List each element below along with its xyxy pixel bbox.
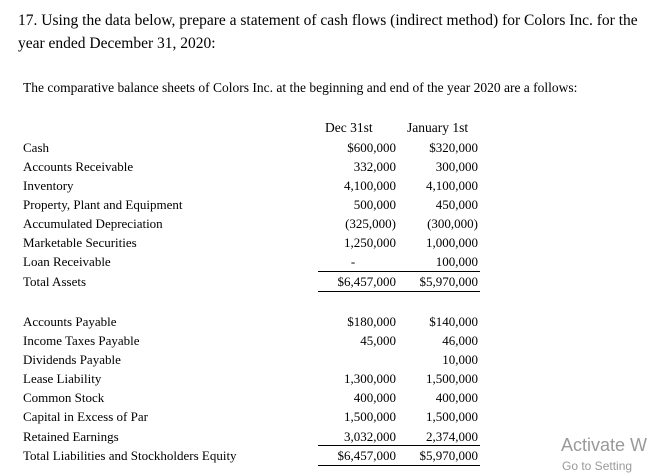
row-total-liabilities-equity [0, 446, 650, 465]
value-dec31: 400,000 [353, 390, 396, 405]
value-jan1: $5,970,000 [419, 274, 478, 289]
value-dec31: - [350, 254, 356, 269]
value-jan1: 1,000,000 [426, 235, 478, 250]
value-jan1: $5,970,000 [419, 448, 478, 463]
row-label: Dividends Payable [23, 352, 121, 367]
row-label: Cash [23, 140, 49, 155]
row-loan-receivable [0, 252, 650, 271]
value-jan1: 10,000 [442, 352, 478, 367]
value-dec31: $6,457,000 [337, 448, 396, 463]
row-label: Accounts Payable [23, 314, 117, 329]
value-dec31: $600,000 [347, 140, 396, 155]
row-label: Capital in Excess of Par [23, 409, 148, 424]
value-jan1: 1,500,000 [426, 409, 478, 424]
total-rule [318, 291, 480, 292]
row-common-stock [0, 388, 650, 407]
row-label: Total Liabilities and Stockholders Equity [23, 448, 237, 463]
value-jan1: 450,000 [435, 197, 478, 212]
question-text: 17. Using the data below, prepare a statement of cash flows (indirect method) for Colors Inc. for the year ended December 31, 2020: [18, 12, 638, 52]
row-inventory [0, 176, 650, 195]
value-dec31: $180,000 [347, 314, 396, 329]
value-dec31: 45,000 [360, 333, 396, 348]
value-jan1: (300,000) [427, 216, 478, 231]
value-jan1: $140,000 [429, 314, 478, 329]
row-accounts-receivable [0, 157, 650, 176]
row-label: Retained Earnings [23, 429, 119, 444]
row-ppe [0, 195, 650, 214]
value-dec31: $6,457,000 [337, 274, 396, 289]
row-capital-excess-par [0, 407, 650, 426]
value-jan1: 4,100,000 [426, 178, 478, 193]
value-dec31: 500,000 [353, 197, 396, 212]
row-total-assets [0, 272, 650, 291]
value-dec31: 332,000 [353, 159, 396, 174]
row-income-taxes-payable [0, 331, 650, 350]
row-label: Loan Receivable [23, 254, 111, 269]
value-jan1: 2,374,000 [426, 429, 478, 444]
row-cash [0, 138, 650, 157]
column-header-jan1: January 1st [407, 120, 469, 135]
row-accumulated-depreciation [0, 214, 650, 233]
row-accounts-payable [0, 312, 650, 331]
row-retained-earnings [0, 427, 650, 446]
value-jan1: 300,000 [435, 159, 478, 174]
value-dec31: 1,300,000 [344, 371, 396, 386]
row-label: Marketable Securities [23, 235, 137, 250]
value-dec31: 1,250,000 [344, 235, 396, 250]
row-label: Property, Plant and Equipment [23, 197, 183, 212]
row-label: Common Stock [23, 390, 105, 405]
value-dec31: 3,032,000 [344, 429, 396, 444]
row-label: Lease Liability [23, 371, 102, 386]
total-rule [318, 465, 480, 466]
row-label: Inventory [23, 178, 74, 193]
row-marketable-securities [0, 233, 650, 252]
value-jan1: 400,000 [435, 390, 478, 405]
row-label: Total Assets [23, 274, 87, 289]
value-dec31: (325,000) [345, 216, 396, 231]
row-label: Accumulated Depreciation [23, 216, 163, 231]
value-jan1: $320,000 [429, 140, 478, 155]
value-dec31: 1,500,000 [344, 409, 396, 424]
value-jan1: 100,000 [435, 254, 478, 269]
intro-text: The comparative balance sheets of Colors Inc. at the beginning and end of the year 2020 are a follows: [23, 80, 578, 95]
column-header-dec31: Dec 31st [325, 120, 373, 135]
row-dividends-payable [0, 350, 650, 369]
activate-windows-watermark: Activate W [561, 435, 648, 455]
row-label: Income Taxes Payable [23, 333, 140, 348]
row-lease-liability [0, 369, 650, 388]
value-jan1: 1,500,000 [426, 371, 478, 386]
activate-windows-settings-link: Go to Setting [562, 459, 633, 473]
row-label: Accounts Receivable [23, 159, 134, 174]
value-dec31: 4,100,000 [344, 178, 396, 193]
value-jan1: 46,000 [442, 333, 478, 348]
